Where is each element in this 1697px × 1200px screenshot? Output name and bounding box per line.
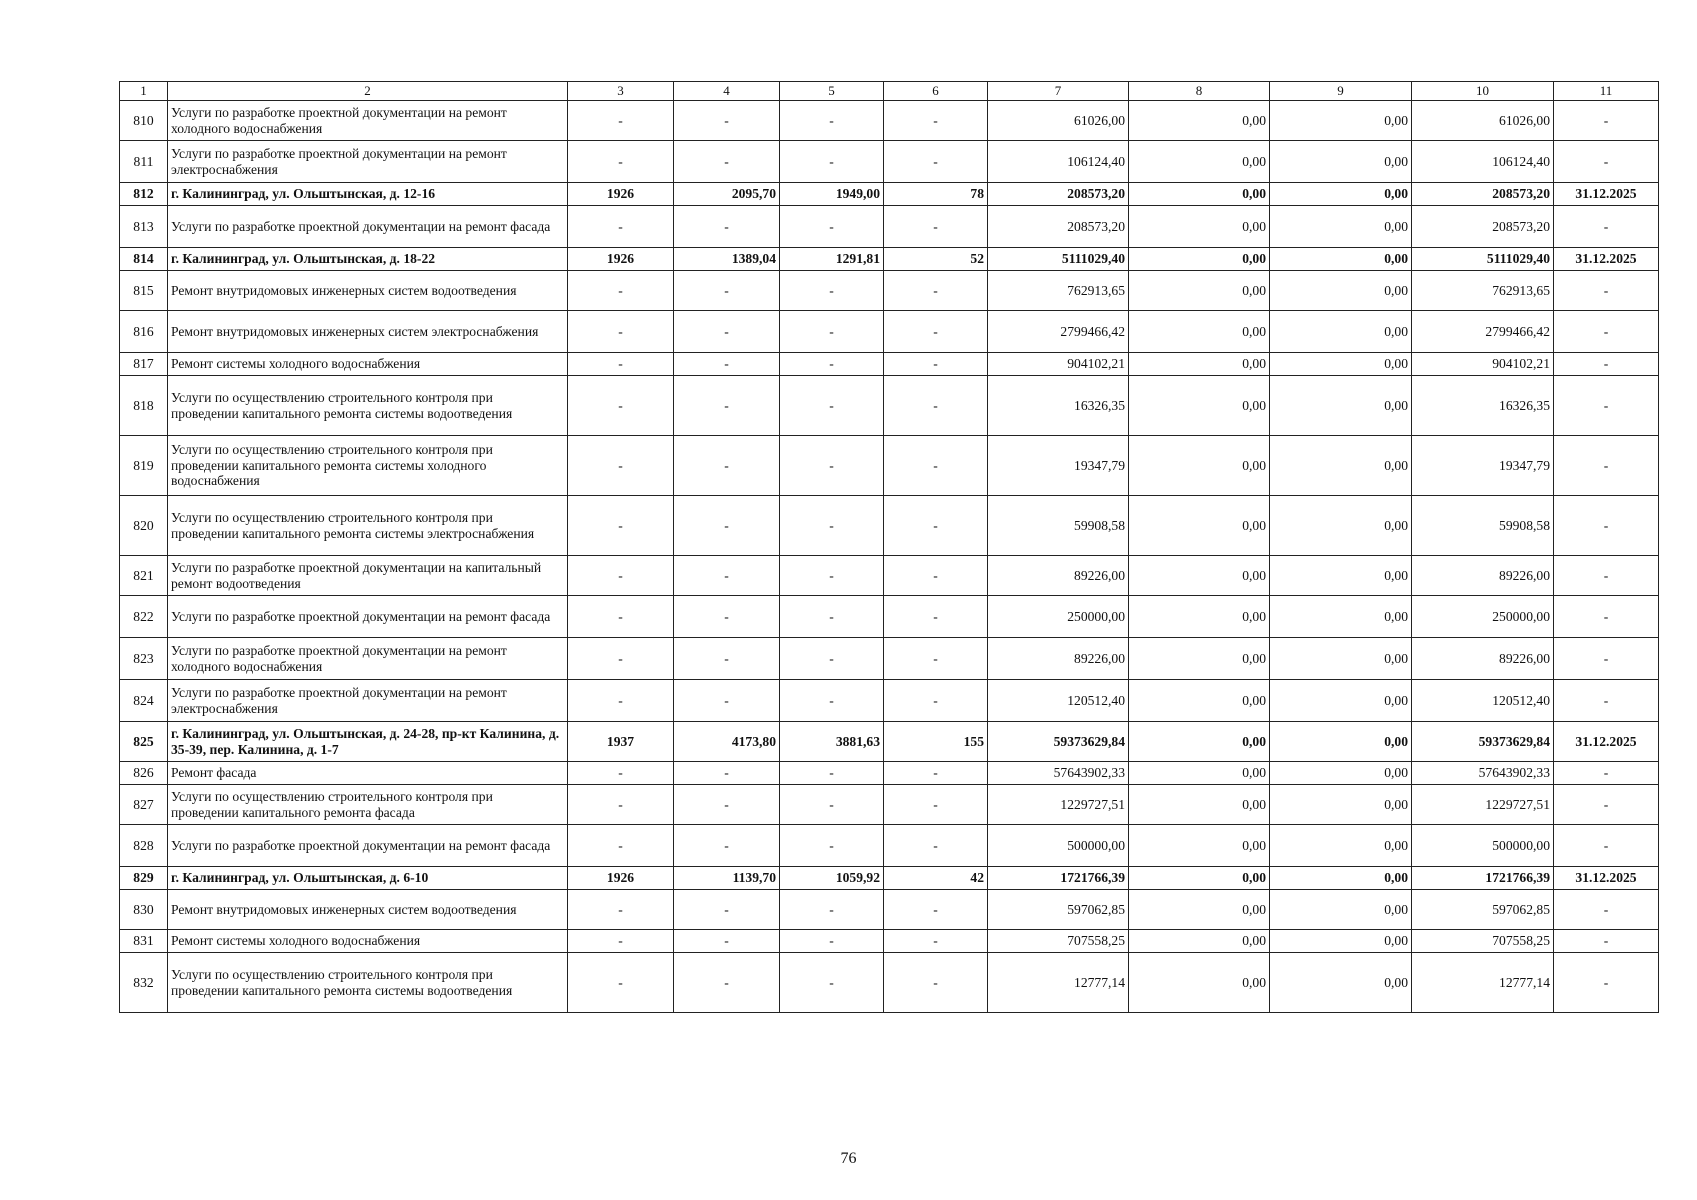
house-row [120, 722, 1659, 762]
col-10-value: 59373629,84 [1412, 722, 1554, 762]
col-4-value: - [674, 596, 780, 638]
work-row [120, 206, 1659, 248]
col-7-value: 89226,00 [988, 638, 1129, 680]
col-5-value: - [780, 930, 884, 953]
row-name: Ремонт системы холодного водоснабжения [168, 930, 568, 953]
col-3-value: - [568, 206, 674, 248]
col-7-value: 1229727,51 [988, 785, 1129, 825]
col-4-value: - [674, 376, 780, 436]
column-number-row [120, 82, 1659, 101]
col-3-value: - [568, 890, 674, 930]
col-9-value: 0,00 [1270, 890, 1412, 930]
column-number: 7 [988, 82, 1129, 101]
col-5-value: - [780, 141, 884, 183]
col-3-value: - [568, 556, 674, 596]
row-name: Услуги по осуществлению строительного контроля при проведении капитального ремонта фасада [168, 785, 568, 825]
col-10-value: 89226,00 [1412, 638, 1554, 680]
col-6-value: - [884, 101, 988, 141]
col-5-value: - [780, 311, 884, 353]
work-row [120, 953, 1659, 1013]
col-8-value: 0,00 [1129, 353, 1270, 376]
col-7-value: 106124,40 [988, 141, 1129, 183]
work-row [120, 596, 1659, 638]
col-3-value: - [568, 785, 674, 825]
col-8-value: 0,00 [1129, 638, 1270, 680]
col-7-value: 762913,65 [988, 271, 1129, 311]
col-8-value: 0,00 [1129, 271, 1270, 311]
row-number: 824 [120, 680, 168, 722]
col-10-value: 57643902,33 [1412, 762, 1554, 785]
row-name: г. Калининград, ул. Ольштынская, д. 12-16 [168, 183, 568, 206]
row-name: Ремонт внутридомовых инженерных систем водоотведения [168, 271, 568, 311]
col-6-value: 155 [884, 722, 988, 762]
col-8-value: 0,00 [1129, 867, 1270, 890]
col-8-value: 0,00 [1129, 141, 1270, 183]
col-3-value: - [568, 311, 674, 353]
column-number: 1 [120, 82, 168, 101]
col-4-value: - [674, 953, 780, 1013]
col-6-value: - [884, 890, 988, 930]
col-8-value: 0,00 [1129, 722, 1270, 762]
col-11-value: - [1554, 930, 1659, 953]
col-11-value: - [1554, 638, 1659, 680]
row-name: Услуги по разработке проектной документации на ремонт фасада [168, 206, 568, 248]
col-5-value: - [780, 556, 884, 596]
col-9-value: 0,00 [1270, 206, 1412, 248]
row-number: 828 [120, 825, 168, 867]
row-number: 829 [120, 867, 168, 890]
row-number: 821 [120, 556, 168, 596]
col-7-value: 120512,40 [988, 680, 1129, 722]
col-6-value: - [884, 141, 988, 183]
col-11-value: - [1554, 556, 1659, 596]
col-7-value: 61026,00 [988, 101, 1129, 141]
col-4-value: - [674, 930, 780, 953]
row-number: 818 [120, 376, 168, 436]
row-name: Ремонт внутридомовых инженерных систем электроснабжения [168, 311, 568, 353]
row-number: 817 [120, 353, 168, 376]
page-number: 76 [840, 1150, 857, 1167]
row-number: 810 [120, 101, 168, 141]
col-5-value: - [780, 680, 884, 722]
col-8-value: 0,00 [1129, 825, 1270, 867]
col-3-value: - [568, 638, 674, 680]
row-name: Услуги по разработке проектной документации на ремонт электроснабжения [168, 680, 568, 722]
col-3-value: - [568, 496, 674, 556]
col-5-value: - [780, 101, 884, 141]
col-9-value: 0,00 [1270, 496, 1412, 556]
column-number: 3 [568, 82, 674, 101]
col-11-value: 31.12.2025 [1554, 248, 1659, 271]
work-row [120, 762, 1659, 785]
col-11-value: - [1554, 680, 1659, 722]
row-number: 831 [120, 930, 168, 953]
col-3-value: 1926 [568, 183, 674, 206]
col-9-value: 0,00 [1270, 930, 1412, 953]
col-5-value: - [780, 762, 884, 785]
col-9-value: 0,00 [1270, 785, 1412, 825]
col-3-value: - [568, 141, 674, 183]
col-10-value: 106124,40 [1412, 141, 1554, 183]
col-8-value: 0,00 [1129, 930, 1270, 953]
col-10-value: 904102,21 [1412, 353, 1554, 376]
column-number: 10 [1412, 82, 1554, 101]
column-number: 2 [168, 82, 568, 101]
col-8-value: 0,00 [1129, 183, 1270, 206]
col-4-value: - [674, 311, 780, 353]
col-9-value: 0,00 [1270, 436, 1412, 496]
col-8-value: 0,00 [1129, 496, 1270, 556]
col-10-value: 89226,00 [1412, 556, 1554, 596]
row-name: Услуги по осуществлению строительного контроля при проведении капитального ремонта системы электроснабжения [168, 496, 568, 556]
col-11-value: - [1554, 762, 1659, 785]
col-3-value: 1926 [568, 248, 674, 271]
col-6-value: - [884, 353, 988, 376]
row-number: 832 [120, 953, 168, 1013]
row-name: Услуги по разработке проектной документации на ремонт электроснабжения [168, 141, 568, 183]
col-7-value: 57643902,33 [988, 762, 1129, 785]
col-3-value: - [568, 953, 674, 1013]
col-9-value: 0,00 [1270, 638, 1412, 680]
col-5-value: - [780, 376, 884, 436]
col-4-value: - [674, 556, 780, 596]
col-11-value: - [1554, 311, 1659, 353]
col-9-value: 0,00 [1270, 762, 1412, 785]
work-row [120, 436, 1659, 496]
col-6-value: - [884, 953, 988, 1013]
col-9-value: 0,00 [1270, 141, 1412, 183]
col-10-value: 59908,58 [1412, 496, 1554, 556]
row-name: Услуги по осуществлению строительного контроля при проведении капитального ремонта системы водоотведения [168, 953, 568, 1013]
col-11-value: - [1554, 376, 1659, 436]
col-4-value: - [674, 785, 780, 825]
row-name: г. Калининград, ул. Ольштынская, д. 24-28, пр-кт Калинина, д. 35-39, пер. Калинина, д. 1-7 [168, 722, 568, 762]
col-3-value: - [568, 101, 674, 141]
col-5-value: - [780, 271, 884, 311]
column-number: 4 [674, 82, 780, 101]
row-name: г. Калининград, ул. Ольштынская, д. 6-10 [168, 867, 568, 890]
column-number: 5 [780, 82, 884, 101]
col-11-value: 31.12.2025 [1554, 183, 1659, 206]
col-6-value: - [884, 496, 988, 556]
row-name: Ремонт системы холодного водоснабжения [168, 353, 568, 376]
house-row [120, 867, 1659, 890]
work-row [120, 496, 1659, 556]
col-9-value: 0,00 [1270, 556, 1412, 596]
col-5-value: - [780, 638, 884, 680]
row-number: 815 [120, 271, 168, 311]
col-8-value: 0,00 [1129, 248, 1270, 271]
col-7-value: 208573,20 [988, 206, 1129, 248]
work-row [120, 638, 1659, 680]
col-3-value: - [568, 376, 674, 436]
row-name: Услуги по осуществлению строительного контроля при проведении капитального ремонта системы холодного водоснабжения [168, 436, 568, 496]
col-10-value: 12777,14 [1412, 953, 1554, 1013]
col-4-value: - [674, 101, 780, 141]
col-5-value: - [780, 353, 884, 376]
col-10-value: 16326,35 [1412, 376, 1554, 436]
col-8-value: 0,00 [1129, 785, 1270, 825]
row-number: 812 [120, 183, 168, 206]
col-9-value: 0,00 [1270, 376, 1412, 436]
col-6-value: - [884, 311, 988, 353]
col-6-value: 78 [884, 183, 988, 206]
col-9-value: 0,00 [1270, 596, 1412, 638]
col-10-value: 19347,79 [1412, 436, 1554, 496]
row-name: Услуги по разработке проектной документации на ремонт фасада [168, 596, 568, 638]
col-3-value: - [568, 680, 674, 722]
col-3-value: - [568, 762, 674, 785]
col-10-value: 707558,25 [1412, 930, 1554, 953]
col-7-value: 59373629,84 [988, 722, 1129, 762]
row-name: Услуги по разработке проектной документации на ремонт фасада [168, 825, 568, 867]
col-11-value: - [1554, 825, 1659, 867]
col-7-value: 5111029,40 [988, 248, 1129, 271]
col-4-value: - [674, 141, 780, 183]
col-10-value: 1229727,51 [1412, 785, 1554, 825]
col-4-value: - [674, 825, 780, 867]
col-9-value: 0,00 [1270, 722, 1412, 762]
col-6-value: - [884, 271, 988, 311]
col-6-value: - [884, 206, 988, 248]
row-name: Услуги по осуществлению строительного контроля при проведении капитального ремонта системы водоотведения [168, 376, 568, 436]
col-3-value: - [568, 596, 674, 638]
col-5-value: 1059,92 [780, 867, 884, 890]
col-7-value: 19347,79 [988, 436, 1129, 496]
col-6-value: - [884, 596, 988, 638]
col-6-value: - [884, 376, 988, 436]
col-11-value: - [1554, 141, 1659, 183]
row-number: 826 [120, 762, 168, 785]
row-number: 814 [120, 248, 168, 271]
work-row [120, 353, 1659, 376]
col-7-value: 707558,25 [988, 930, 1129, 953]
col-7-value: 904102,21 [988, 353, 1129, 376]
col-6-value: 52 [884, 248, 988, 271]
col-9-value: 0,00 [1270, 825, 1412, 867]
col-11-value: - [1554, 596, 1659, 638]
row-name: Услуги по разработке проектной документации на ремонт холодного водоснабжения [168, 101, 568, 141]
row-number: 820 [120, 496, 168, 556]
row-name: Ремонт фасада [168, 762, 568, 785]
col-11-value: - [1554, 206, 1659, 248]
col-3-value: 1926 [568, 867, 674, 890]
col-5-value: - [780, 825, 884, 867]
col-7-value: 500000,00 [988, 825, 1129, 867]
col-6-value: - [884, 556, 988, 596]
col-3-value: 1937 [568, 722, 674, 762]
col-10-value: 208573,20 [1412, 206, 1554, 248]
col-5-value: - [780, 953, 884, 1013]
col-6-value: - [884, 436, 988, 496]
row-name: г. Калининград, ул. Ольштынская, д. 18-22 [168, 248, 568, 271]
col-4-value: - [674, 353, 780, 376]
col-9-value: 0,00 [1270, 271, 1412, 311]
row-number: 816 [120, 311, 168, 353]
col-11-value: 31.12.2025 [1554, 722, 1659, 762]
row-number: 827 [120, 785, 168, 825]
col-7-value: 12777,14 [988, 953, 1129, 1013]
col-3-value: - [568, 271, 674, 311]
col-5-value: - [780, 596, 884, 638]
col-5-value: 1949,00 [780, 183, 884, 206]
col-5-value: - [780, 206, 884, 248]
work-row [120, 376, 1659, 436]
col-8-value: 0,00 [1129, 680, 1270, 722]
col-9-value: 0,00 [1270, 353, 1412, 376]
col-7-value: 89226,00 [988, 556, 1129, 596]
col-6-value: - [884, 785, 988, 825]
column-number: 8 [1129, 82, 1270, 101]
col-10-value: 120512,40 [1412, 680, 1554, 722]
col-8-value: 0,00 [1129, 101, 1270, 141]
row-name: Услуги по разработке проектной документации на ремонт холодного водоснабжения [168, 638, 568, 680]
col-10-value: 61026,00 [1412, 101, 1554, 141]
col-4-value: - [674, 206, 780, 248]
col-11-value: - [1554, 436, 1659, 496]
work-row [120, 890, 1659, 930]
col-6-value: - [884, 930, 988, 953]
col-5-value: - [780, 785, 884, 825]
col-9-value: 0,00 [1270, 867, 1412, 890]
work-row [120, 785, 1659, 825]
repair-program-table [119, 81, 1659, 1013]
col-5-value: 3881,63 [780, 722, 884, 762]
col-9-value: 0,00 [1270, 311, 1412, 353]
col-3-value: - [568, 930, 674, 953]
col-7-value: 597062,85 [988, 890, 1129, 930]
work-row [120, 101, 1659, 141]
col-4-value: 2095,70 [674, 183, 780, 206]
col-11-value: - [1554, 353, 1659, 376]
col-9-value: 0,00 [1270, 101, 1412, 141]
col-11-value: - [1554, 496, 1659, 556]
work-row [120, 271, 1659, 311]
col-4-value: - [674, 271, 780, 311]
col-10-value: 5111029,40 [1412, 248, 1554, 271]
col-7-value: 2799466,42 [988, 311, 1129, 353]
col-9-value: 0,00 [1270, 248, 1412, 271]
col-9-value: 0,00 [1270, 953, 1412, 1013]
col-8-value: 0,00 [1129, 596, 1270, 638]
col-4-value: 4173,80 [674, 722, 780, 762]
col-8-value: 0,00 [1129, 953, 1270, 1013]
work-row [120, 556, 1659, 596]
row-name: Услуги по разработке проектной документации на капитальный ремонт водоотведения [168, 556, 568, 596]
col-4-value: - [674, 638, 780, 680]
col-10-value: 2799466,42 [1412, 311, 1554, 353]
col-9-value: 0,00 [1270, 183, 1412, 206]
col-10-value: 250000,00 [1412, 596, 1554, 638]
work-row [120, 141, 1659, 183]
col-7-value: 59908,58 [988, 496, 1129, 556]
col-8-value: 0,00 [1129, 311, 1270, 353]
row-number: 811 [120, 141, 168, 183]
col-3-value: - [568, 353, 674, 376]
col-6-value: - [884, 762, 988, 785]
col-10-value: 762913,65 [1412, 271, 1554, 311]
col-4-value: 1139,70 [674, 867, 780, 890]
col-10-value: 597062,85 [1412, 890, 1554, 930]
col-9-value: 0,00 [1270, 680, 1412, 722]
col-4-value: - [674, 496, 780, 556]
column-number: 9 [1270, 82, 1412, 101]
col-8-value: 0,00 [1129, 762, 1270, 785]
col-11-value: - [1554, 953, 1659, 1013]
work-row [120, 311, 1659, 353]
col-8-value: 0,00 [1129, 436, 1270, 496]
column-number: 6 [884, 82, 988, 101]
col-5-value: - [780, 890, 884, 930]
col-4-value: - [674, 680, 780, 722]
row-number: 825 [120, 722, 168, 762]
col-5-value: 1291,81 [780, 248, 884, 271]
house-row [120, 248, 1659, 271]
col-4-value: - [674, 436, 780, 496]
work-row [120, 825, 1659, 867]
col-10-value: 1721766,39 [1412, 867, 1554, 890]
col-3-value: - [568, 825, 674, 867]
col-7-value: 208573,20 [988, 183, 1129, 206]
col-10-value: 500000,00 [1412, 825, 1554, 867]
row-number: 830 [120, 890, 168, 930]
col-6-value: 42 [884, 867, 988, 890]
col-6-value: - [884, 825, 988, 867]
col-5-value: - [780, 436, 884, 496]
col-3-value: - [568, 436, 674, 496]
col-7-value: 250000,00 [988, 596, 1129, 638]
house-row [120, 183, 1659, 206]
row-number: 822 [120, 596, 168, 638]
col-8-value: 0,00 [1129, 206, 1270, 248]
col-11-value: 31.12.2025 [1554, 867, 1659, 890]
work-row [120, 930, 1659, 953]
work-row [120, 680, 1659, 722]
col-7-value: 1721766,39 [988, 867, 1129, 890]
col-8-value: 0,00 [1129, 890, 1270, 930]
col-4-value: - [674, 762, 780, 785]
col-4-value: - [674, 890, 780, 930]
col-11-value: - [1554, 271, 1659, 311]
col-8-value: 0,00 [1129, 556, 1270, 596]
col-5-value: - [780, 496, 884, 556]
col-11-value: - [1554, 785, 1659, 825]
col-7-value: 16326,35 [988, 376, 1129, 436]
col-11-value: - [1554, 101, 1659, 141]
col-10-value: 208573,20 [1412, 183, 1554, 206]
row-name: Ремонт внутридомовых инженерных систем водоотведения [168, 890, 568, 930]
col-8-value: 0,00 [1129, 376, 1270, 436]
row-number: 823 [120, 638, 168, 680]
row-number: 813 [120, 206, 168, 248]
row-number: 819 [120, 436, 168, 496]
col-6-value: - [884, 638, 988, 680]
column-number: 11 [1554, 82, 1659, 101]
col-4-value: 1389,04 [674, 248, 780, 271]
col-6-value: - [884, 680, 988, 722]
col-11-value: - [1554, 890, 1659, 930]
